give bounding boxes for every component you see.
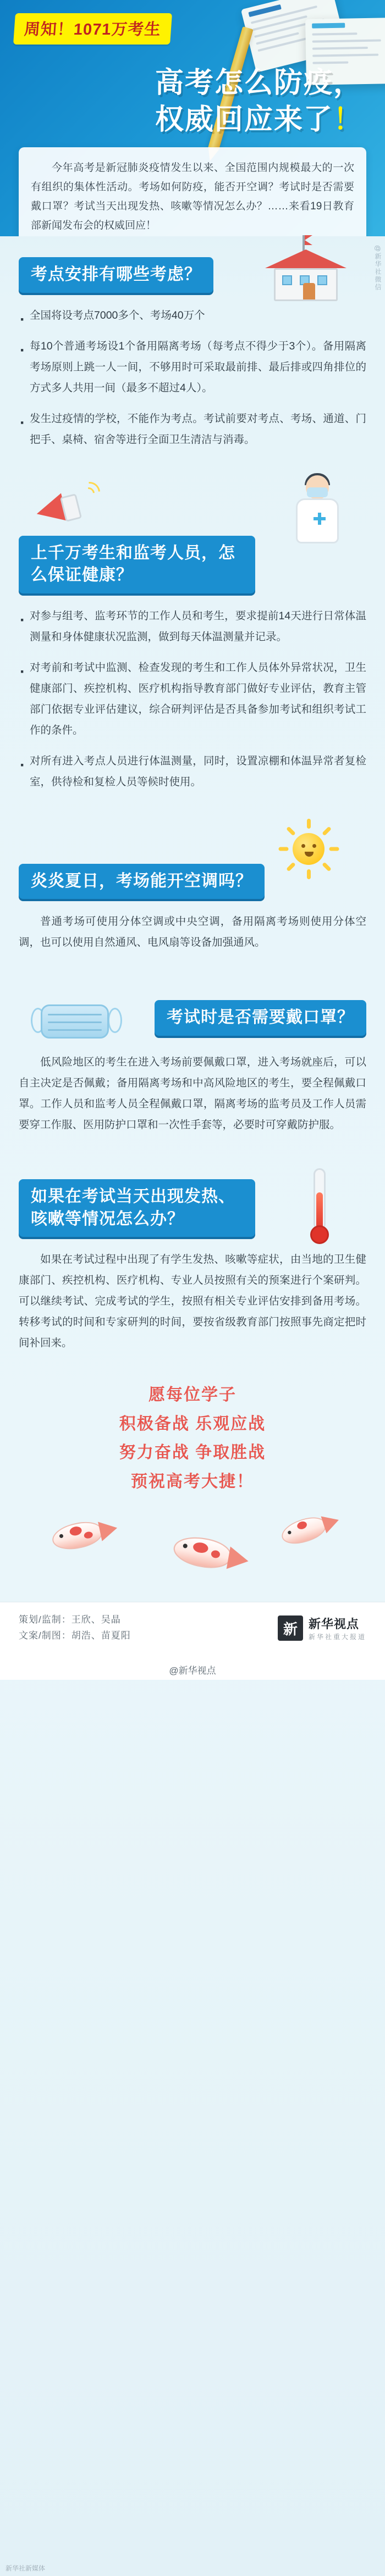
face-mask-icon: [307, 487, 328, 497]
sun-core: [293, 833, 324, 865]
sun-ray: [307, 869, 311, 879]
koi-fish-icon: [170, 1527, 252, 1580]
xinhua-mark-icon: 新: [278, 1615, 303, 1641]
section-health-check: [0, 483, 385, 792]
koi-fish-icon: [49, 1510, 121, 1558]
brand-subtitle: 新华社重大报道: [308, 1633, 366, 1641]
page-title-line2-text: 权威回应来了: [155, 103, 333, 136]
section4-art-row: [19, 991, 366, 1048]
credits-line-1: 策划/监制：王欣、吴晶: [19, 1614, 121, 1625]
medical-cross-icon: [314, 513, 326, 525]
section-mask-policy: [0, 991, 385, 1135]
school-window: [282, 275, 292, 285]
sun-ray: [286, 826, 296, 836]
bottom-watermark: 新华社新媒体: [6, 2564, 46, 2572]
intro-text: 今年高考是新冠肺炎疫情发生以来、全国范围内规模最大的一次有组织的集体性活动。考场如何防疫，能否开空调？考试时是否需要戴口罩？考试当天出现发热、咳嗽等情况怎么办？……来看19日教育部新闻发布会的权威回应！: [31, 162, 354, 232]
surgical-mask-icon: [41, 1004, 109, 1039]
school-door: [303, 283, 315, 299]
header-badge: 周知！1071万考生: [13, 13, 172, 45]
page-title-line1: 高考怎么防疫，: [155, 67, 363, 99]
sheet-lines: [312, 32, 385, 69]
section-exam-site: [0, 253, 385, 450]
section2-body: [19, 606, 366, 792]
megaphone-wave: [75, 478, 105, 507]
section5-body: [19, 1249, 366, 1353]
section1-art-row: [19, 253, 366, 257]
brand-names: [309, 1615, 366, 1641]
thermometer-bulb: [310, 1225, 329, 1244]
doctor-illustration: [282, 470, 353, 552]
header-banner: [0, 0, 385, 236]
koi-fish-illustration: [19, 1500, 366, 1593]
mask-illustration: [30, 993, 123, 1048]
section4-title: 考试时是否需要戴口罩？: [155, 1000, 366, 1036]
sun-ray: [279, 847, 289, 851]
weibo-handle[interactable]: @新华视点: [0, 1657, 385, 1680]
sun-ray: [307, 819, 311, 829]
koi-fish-icon: [277, 1504, 344, 1552]
sun-eye: [312, 844, 316, 848]
page-title-exclamation: ！: [333, 103, 363, 136]
wish-line-1: 愿每位学子: [148, 1386, 237, 1404]
thermometer-icon: [304, 1168, 336, 1251]
koi-tail: [227, 1547, 250, 1573]
wish-block: [0, 1381, 385, 1593]
sun-icon: [278, 819, 339, 879]
koi-body: [50, 1518, 105, 1553]
megaphone-icon: [32, 478, 98, 538]
section2-title: 上千万考生和监考人员，怎么保证健康？: [19, 536, 255, 593]
sun-ray: [286, 862, 296, 871]
section4-paragraph: 低风险地区的考生在进入考场前要佩戴口罩，进入考场就座后，可以自主决定是否佩戴；备用隔离考场和中高风险地区的考生，要全程佩戴口罩。工作人员和监考人员全程佩戴口罩，隔离考场的监考员及工作人员需要穿工作服、医用防护口罩和一次性手套等，必要时可穿戴防护服。: [19, 1056, 366, 1131]
koi-tail: [98, 1518, 119, 1541]
wish-line-4: 预祝高考大捷！: [131, 1472, 254, 1491]
brand-logo[interactable]: [278, 1615, 366, 1641]
intro-box: [19, 147, 366, 236]
page-title: [22, 65, 363, 138]
section1-body: [19, 305, 366, 450]
section2-paragraph: · 对所有进入考点人员进行体温测量，同时，设置凉棚和体温异常者复检室，供待检和复检人员等候时使用。: [19, 751, 366, 792]
section1-paragraph: · 全国将设考点7000多个、考场40万个: [19, 305, 366, 326]
wish-line-3: 努力奋战 争取胜战: [119, 1444, 266, 1462]
section2-paragraph: · 对考前和考试中监测、检查发现的考生和工作人员体外异常状况，卫生健康部门、疾控机构、医疗机构指导教育部门做好专业评估，教育主管部门依据专业评估建议，综合研判评估是否具备参加考试和组织考试工作的条件。: [19, 657, 366, 741]
section1-title: 考点安排有哪些考虑？: [19, 257, 213, 293]
sun-eye: [301, 844, 305, 848]
school-body: [274, 268, 338, 301]
section3-art-row: [19, 831, 366, 864]
section4-body: [19, 1052, 366, 1135]
school-building-icon: [265, 249, 346, 302]
sun-ray: [322, 826, 332, 836]
section1-paragraph: · 每10个普通考场设1个备用隔离考场（每考点不得少于3个）。备用隔离考场原则上跳一人一间，不够用时可采取最前排、最后排或四角排位的方式多人共用一间（最多不超过4人）。: [19, 336, 366, 398]
brand-name: 新华视点: [308, 1617, 359, 1631]
sheet-header-bar: [312, 23, 345, 29]
wish-line-2: 积极备战 乐观应战: [119, 1414, 266, 1433]
section5-title: 如果在考试当天出现发热、咳嗽等情况怎么办？: [19, 1179, 255, 1237]
section1-paragraph: · 发生过疫情的学校，不能作为考点。考试前要对考点、考场、通道、门把手、桌椅、宿舍等进行全面卫生清洁与消毒。: [19, 408, 366, 450]
section3-title: 炎炎夏日，考场能开空调吗？: [19, 864, 265, 900]
section3-body: [19, 911, 366, 953]
section2-art-row: [19, 483, 366, 536]
mask-ear-loop: [108, 1008, 122, 1033]
side-watermark: @新华社微信: [374, 245, 382, 292]
section5-paragraph: 如果在考试过程中出现了有学生发热、咳嗽等症状，由当地的卫生健康部门、疾控机构、医疗机构、专业人员按照有关的预案进行个案研判。可以继续考试、完成考试的学生，按照有相关专业评估安排到备用考场。转移考试的时间和专家研判的时间，要按省级教育部门按照事先商定把时间补回来。: [19, 1253, 366, 1350]
credits-bar: [0, 1602, 385, 1657]
school-window: [317, 275, 327, 285]
school-roof: [265, 249, 346, 268]
section-air-conditioning: [0, 831, 385, 953]
page-title-line2: [22, 102, 363, 138]
sun-ray: [329, 847, 339, 851]
credits-text: [19, 1612, 131, 1644]
sun-ray: [322, 862, 332, 871]
section2-paragraph: · 对参与组考、监考环节的工作人员和考生，要求提前14天进行日常体温测量和身体健康状况监测，做到每天体温测量并记录。: [19, 606, 366, 647]
section3-paragraph: 普通考场可使用分体空调或中央空调，备用隔离考场则使用分体空调，也可以使用自然通风、电风扇等设备加强通风。: [19, 915, 366, 949]
section5-art-row: [19, 1174, 366, 1179]
credits-line-2: 文案/制图：胡浩、苗夏阳: [19, 1630, 131, 1641]
section-fever-procedure: [0, 1174, 385, 1353]
